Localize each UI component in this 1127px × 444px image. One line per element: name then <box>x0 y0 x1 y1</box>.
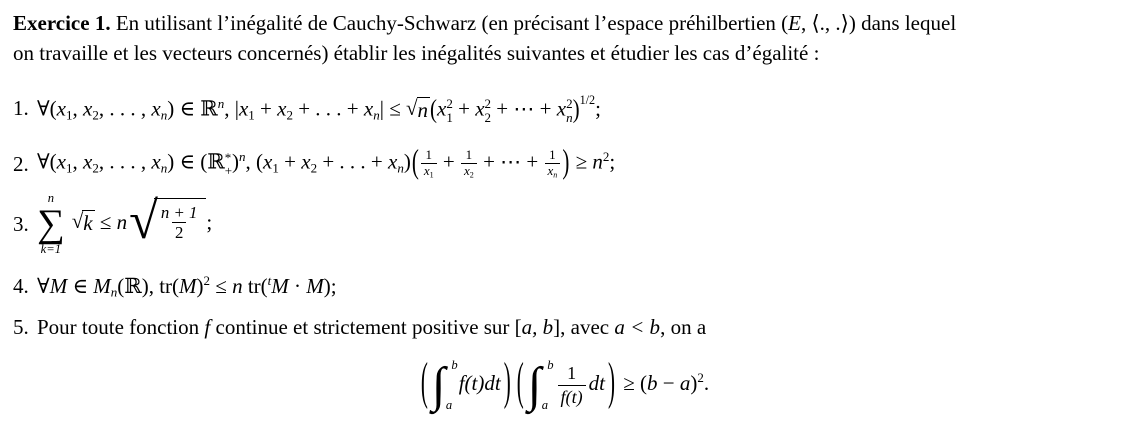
math-token: ≤ <box>94 210 117 235</box>
square-root <box>72 210 95 235</box>
math-token: | ≤ <box>379 96 406 121</box>
fraction-numerator: 1 <box>567 363 577 384</box>
math-token: ) <box>690 371 698 396</box>
math-token: ) <box>403 150 411 175</box>
fraction-denominator <box>421 163 437 180</box>
math-token: + <box>254 96 278 121</box>
fraction <box>158 203 201 243</box>
list-item-5 <box>13 315 1114 340</box>
math-token: ≥ ( <box>617 371 647 396</box>
list-item-1 <box>13 93 1114 124</box>
subscript: n <box>373 107 380 123</box>
radicand: k <box>83 211 93 236</box>
subscript: 2 <box>92 160 99 176</box>
subscript: 2 <box>310 160 318 176</box>
math-token: x <box>151 150 161 175</box>
math-token: , <box>72 96 84 121</box>
math-token: , <box>72 150 84 175</box>
big-paren: ) <box>607 351 615 411</box>
math-token: ) <box>196 273 204 298</box>
superscript: 2 <box>446 96 453 112</box>
item-number: 3. <box>13 211 29 236</box>
list-item-3 <box>13 192 1114 257</box>
subscript: 2 <box>92 107 99 123</box>
list-item-4 <box>13 273 1114 301</box>
subscript: n <box>110 284 118 300</box>
statement-text: Pour toute fonction <box>37 315 205 340</box>
subscript: + <box>224 163 233 179</box>
subscript: n <box>553 170 558 180</box>
subscript: 2 <box>484 109 492 125</box>
math-token: + . . . + <box>292 96 364 121</box>
math-token: x <box>56 96 66 121</box>
superscript: 2 <box>203 272 211 288</box>
var-f: f <box>204 315 211 340</box>
integral <box>528 358 554 412</box>
math-token: + <box>452 96 476 121</box>
superscript: 2 <box>602 149 610 165</box>
math-token: x <box>475 96 485 121</box>
integral-lower-bound: a <box>541 397 549 412</box>
math-token: x <box>437 96 447 121</box>
integral-upper-bound: b <box>451 358 458 373</box>
math-token: n <box>592 150 603 175</box>
summation <box>37 192 65 257</box>
math-token: x <box>556 96 567 121</box>
integral-limits <box>536 358 553 412</box>
math-token: x <box>277 96 287 121</box>
var-E: E <box>788 11 801 35</box>
formula-4 <box>37 273 337 301</box>
exercise-statement <box>13 8 1114 68</box>
math-token: . <box>703 371 710 396</box>
item-number: 2. <box>13 151 29 176</box>
radicand: n <box>417 97 429 122</box>
integral-sign: ∫ <box>527 357 542 413</box>
radical-sign: √ <box>71 209 84 234</box>
fraction <box>545 148 561 180</box>
big-paren: ) <box>562 141 570 181</box>
item-number: 4. <box>13 273 29 298</box>
fraction-denominator: f(t) <box>558 385 586 409</box>
math-token: ≥ <box>570 150 593 175</box>
statement-text: ], avec <box>553 315 615 340</box>
statement-5 <box>37 315 706 340</box>
subscript: 2 <box>286 107 293 123</box>
math-token: · <box>288 273 307 298</box>
subscript: n <box>566 109 573 125</box>
math-token: n <box>116 210 128 235</box>
list-item-2 <box>13 141 1114 181</box>
math-token: ) ∈ ℝ <box>167 96 218 121</box>
math-token: ; <box>206 210 213 235</box>
fraction-denominator <box>461 163 477 180</box>
math-token: ; <box>609 150 616 175</box>
math-token: M <box>49 273 68 298</box>
sup-sub-stack <box>225 151 232 178</box>
math-token: M <box>93 273 111 298</box>
item-number: 1. <box>13 96 29 121</box>
formula-2 <box>37 141 616 181</box>
math-token: x <box>263 150 273 175</box>
fraction-numerator: 1 <box>465 147 473 163</box>
statement-text: En utilisant l’inégalité de Cauchy-Schwarz (en précisant l’espace préhilbertien ( <box>110 11 789 35</box>
integral-sign: ∫ <box>431 357 446 413</box>
statement-line-1 <box>13 8 1114 38</box>
subscript: n <box>160 160 168 176</box>
math-token: + ⋯ + <box>491 96 557 121</box>
item-number: 5. <box>13 315 29 340</box>
math-token: ≤ <box>210 273 233 298</box>
statement-line-2 <box>13 38 1114 68</box>
math-token: + . . . + <box>317 150 389 175</box>
math-token: x <box>464 163 470 179</box>
integral-limits <box>440 358 457 412</box>
subscript: 1 <box>66 107 73 123</box>
math-token: ) <box>232 150 240 175</box>
math-token: , . . . , <box>98 96 152 121</box>
integral-upper-bound: b <box>547 358 554 373</box>
fraction-denominator <box>545 163 561 180</box>
math-token: + ⋯ + <box>477 150 544 175</box>
fraction <box>421 148 437 180</box>
superscript: * <box>224 149 232 165</box>
subscript: 1 <box>248 107 255 123</box>
math-token: ) ∈ (ℝ <box>167 150 225 175</box>
math-token: M <box>306 273 324 298</box>
math-token: − <box>657 371 680 396</box>
subscript: 1 <box>429 170 434 180</box>
math-token: x <box>83 150 93 175</box>
math-token: ∈ <box>67 273 94 298</box>
fraction-numerator: 1 <box>425 147 433 163</box>
math-token: x <box>423 163 430 179</box>
square-root <box>406 97 430 122</box>
big-paren: ( <box>430 93 438 124</box>
integrand: f(t)dt <box>458 371 501 396</box>
math-token: + <box>278 150 302 175</box>
math-token: x <box>83 96 93 121</box>
math-token: + <box>437 150 461 175</box>
statement-text: continue et strictement positive sur [ <box>210 315 522 340</box>
statement-text: , on a <box>660 315 707 340</box>
big-paren: ( <box>411 141 419 181</box>
subscript: 2 <box>469 170 474 180</box>
math-token: n <box>232 273 243 298</box>
math-token: ; <box>595 96 601 121</box>
superscript: n <box>239 149 246 165</box>
integral <box>432 358 458 412</box>
statement-text: on travaille et les vecteurs concernés) établir les inégalités suivantes et étudier les cas d’égalité : <box>13 41 820 65</box>
sum-symbol: ∑ <box>37 201 65 245</box>
fraction-numerator: n + 1 <box>160 203 198 223</box>
math-token: x <box>56 150 66 175</box>
math-token: x <box>547 163 554 179</box>
math-token: , | <box>224 96 239 121</box>
superscript: t <box>267 272 272 288</box>
big-paren: ( <box>420 351 428 411</box>
math-token: x <box>363 96 374 121</box>
math-token: ∀( <box>37 96 57 121</box>
math-token: a <box>679 371 691 396</box>
superscript: 2 <box>484 96 492 112</box>
superscript: 2 <box>697 370 704 386</box>
radical-sign: √ <box>405 95 418 120</box>
math-token: b <box>646 371 658 396</box>
math-token: ∀( <box>37 150 57 175</box>
sum-lower-limit: k=1 <box>40 241 62 256</box>
statement-text: , ⟨., .⟩) dans lequel <box>800 11 957 35</box>
subscript: 1 <box>446 109 453 125</box>
fraction <box>461 148 477 180</box>
subscript: n <box>160 107 168 123</box>
math-token: ); <box>323 273 337 298</box>
math-token: M <box>179 273 197 298</box>
math-token: tr( <box>242 273 268 298</box>
fraction-numerator: 1 <box>549 147 556 163</box>
big-paren: ( <box>516 351 524 411</box>
display-equation <box>13 342 1114 419</box>
subscript: 1 <box>272 160 279 176</box>
formula-1 <box>37 93 601 124</box>
big-paren: ) <box>572 93 580 124</box>
interval-ab: a, b <box>521 315 554 340</box>
math-token: x <box>151 96 161 121</box>
math-token: ∀ <box>37 273 50 298</box>
square-root <box>129 192 206 251</box>
subscript: n <box>397 160 404 176</box>
superscript: 2 <box>566 96 573 112</box>
formula-3 <box>37 192 212 257</box>
sum-upper-limit: n <box>47 191 54 206</box>
math-token: x <box>238 96 249 121</box>
differential: dt <box>588 371 605 396</box>
fraction-denominator: 2 <box>172 222 186 242</box>
math-token: M <box>271 273 289 298</box>
fraction <box>558 362 586 408</box>
superscript: 1/2 <box>579 93 596 107</box>
math-token: x <box>388 150 398 175</box>
math-token: x <box>301 150 311 175</box>
math-token: , . . . , <box>98 150 152 175</box>
condition-a-lt-b: a < b <box>614 315 661 340</box>
subscript: 1 <box>66 160 73 176</box>
radicand <box>154 198 207 243</box>
math-token: , ( <box>245 150 264 175</box>
math-token: (ℝ), tr( <box>117 273 180 298</box>
radical-sign: √ <box>129 192 158 251</box>
superscript: n <box>217 95 225 111</box>
big-paren: ) <box>503 351 511 411</box>
exercise-label: Exercice 1. <box>13 11 111 35</box>
integral-lower-bound: a <box>445 397 453 412</box>
